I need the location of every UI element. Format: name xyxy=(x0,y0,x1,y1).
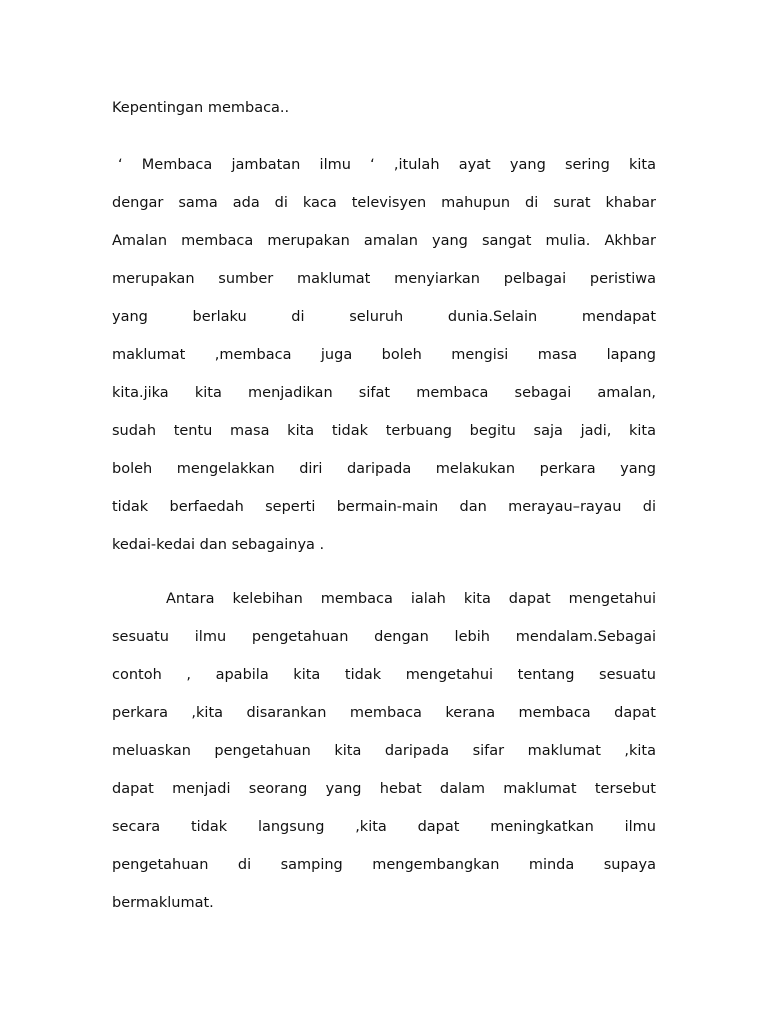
text-line: ‘ Membaca jambatan ilmu ‘ ,itulah ayat yang sering kita xyxy=(118,157,656,173)
paragraph-1 xyxy=(112,146,656,564)
paragraph-spacer xyxy=(112,564,656,580)
text-line: contoh , apabila kita tidak mengetahui tentang sesuatu xyxy=(112,667,656,683)
text-line: yang berlaku di seluruh dunia.Selain mendapat xyxy=(112,309,656,325)
text-line: pengetahuan di samping mengembangkan minda supaya xyxy=(112,857,656,873)
paragraph-2 xyxy=(112,580,656,922)
text-line: merupakan sumber maklumat menyiarkan pelbagai peristiwa xyxy=(112,271,656,287)
text-line: sesuatu ilmu pengetahuan dengan lebih mendalam.Sebagai xyxy=(112,629,656,645)
text-line: Antara kelebihan membaca ialah kita dapat mengetahui xyxy=(166,591,656,607)
text-line: meluaskan pengetahuan kita daripada sifar maklumat ,kita xyxy=(112,743,656,759)
text-line: tidak berfaedah seperti bermain-main dan merayau–rayau di xyxy=(112,499,656,515)
text-line: kita.jika kita menjadikan sifat membaca sebagai amalan, xyxy=(112,385,656,401)
essay-title: Kepentingan membaca.. xyxy=(112,100,290,116)
text-line: maklumat ,membaca juga boleh mengisi masa lapang xyxy=(112,347,656,363)
text-line: dengar sama ada di kaca televisyen mahupun di surat khabar xyxy=(112,195,656,211)
text-line: sudah tentu masa kita tidak terbuang begitu saja jadi, kita xyxy=(112,423,656,439)
text-line: secara tidak langsung ,kita dapat meningkatkan ilmu xyxy=(112,819,656,835)
text-line: bermaklumat. xyxy=(112,895,214,911)
essay-body xyxy=(112,92,656,922)
text-line: dapat menjadi seorang yang hebat dalam maklumat tersebut xyxy=(112,781,656,797)
text-line: perkara ,kita disarankan membaca kerana membaca dapat xyxy=(112,705,656,721)
text-line: Amalan membaca merupakan amalan yang sangat mulia. Akhbar xyxy=(112,233,656,249)
text-line: kedai-kedai dan sebagainya . xyxy=(112,537,325,553)
text-line: boleh mengelakkan diri daripada melakukan perkara yang xyxy=(112,461,656,477)
